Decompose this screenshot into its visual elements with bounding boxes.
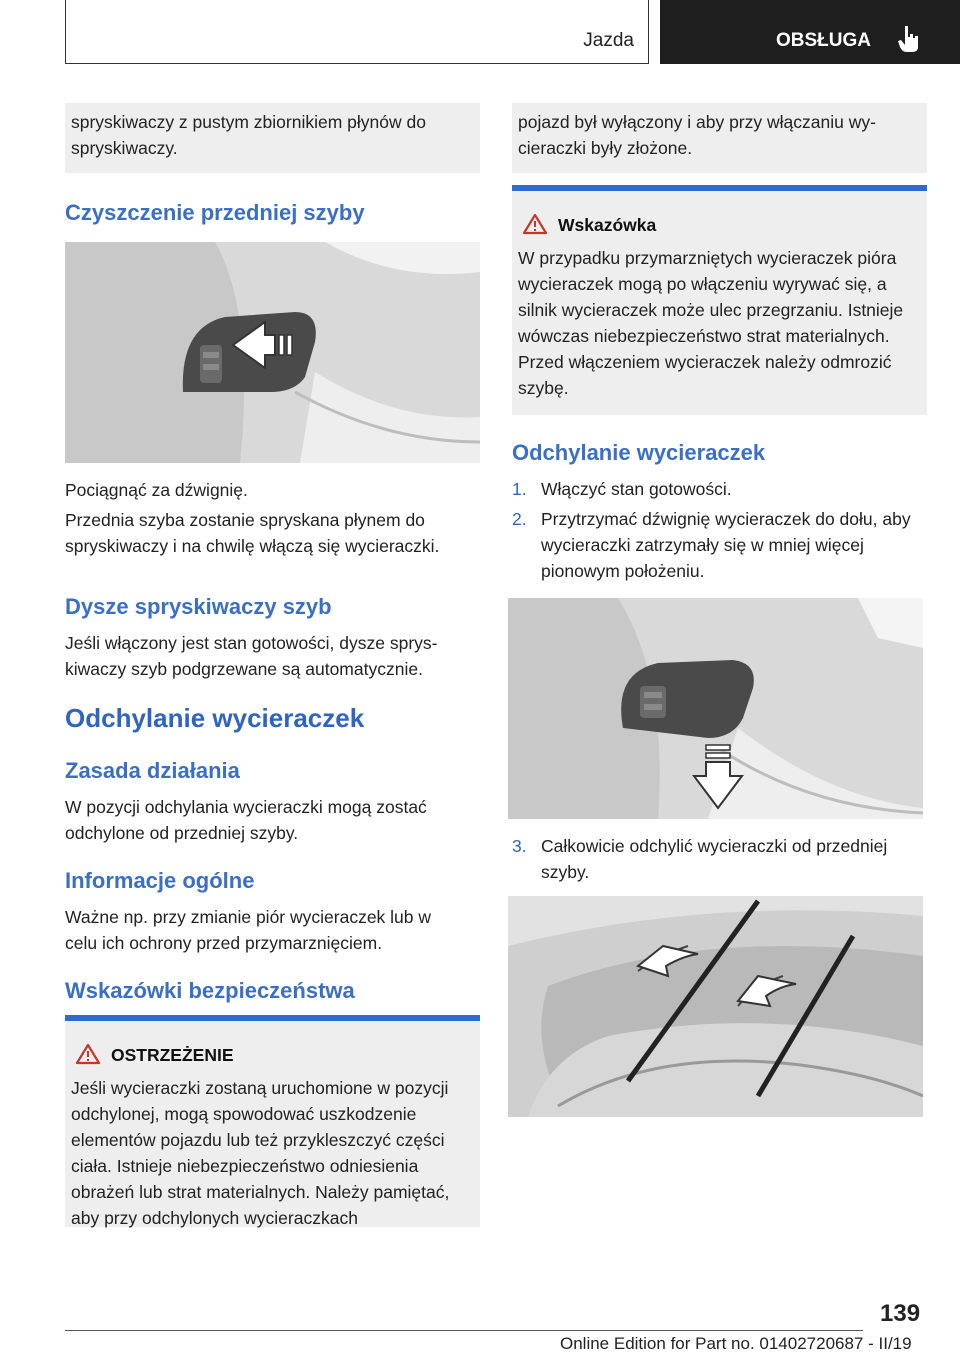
- step-number: 3.: [512, 836, 527, 856]
- note-text: W przypadku przymarzniętych wycieraczek pióra wycieraczek mogą po włączeniu wyrywać się, a silnik wycieraczek może ulec przegrzaniu. Istnieje wówczas niebezpieczeństwo strat materialnych. Przed włączeniem wycieraczek należy odmrozić szybę.: [518, 248, 904, 398]
- step-text: Przytrzymać dźwignię wycieraczek do dołu, aby wycieraczki zatrzymały się w mniej więcej pionowym położeniu.: [541, 509, 911, 581]
- step-number: 1.: [512, 479, 527, 499]
- para-pull-lever: Pociągnąć za dźwignię.: [65, 480, 248, 500]
- header-chapter-tab: [660, 0, 960, 64]
- warning-triangle-icon: [75, 1043, 101, 1065]
- photo-wiper-lever-down: [508, 598, 923, 819]
- page-number: 139: [880, 1300, 921, 1327]
- heading-safety-notes: Wskazówki bezpieczeństwa: [65, 978, 355, 1003]
- note-title: Wskazówka: [558, 215, 657, 235]
- continuation-text-right: pojazd był wyłączony i aby przy włączaniu wycieraczki były złożone.: [518, 112, 876, 158]
- heading-general-info: Informacje ogólne: [65, 868, 255, 893]
- para-principle: W pozycji odchylania wycieraczki mogą zostać odchylone od przedniej szyby.: [65, 797, 427, 843]
- warning-box: [65, 1021, 480, 1227]
- heading-washer-nozzles: Dysze spryskiwaczy szyb: [65, 594, 332, 619]
- para-windscreen-sprayed: Przednia szyba zostanie spryskana płynem do spryskiwaczy i na chwilę włączą się wycieraczki.: [65, 510, 440, 556]
- photo-wipers-folded-out: [508, 896, 923, 1117]
- continuation-text-left: spryskiwaczy z pustym zbiornikiem płynów do spryskiwaczy.: [71, 112, 426, 158]
- continuation-box-right: [512, 103, 927, 173]
- heading-front-windscreen: Czyszczenie przedniej szyby: [65, 200, 365, 225]
- header-chapter-label: OBSŁUGA: [776, 30, 871, 51]
- header-section-label: Jazda: [583, 30, 634, 51]
- photo-wiper-lever-pull: [65, 242, 480, 463]
- note-box: [512, 191, 927, 415]
- warning-text: Jeśli wycieraczki zostaną uruchomione w pozycji odchylonej, mogą spowodować uszkodzenie elementów pojazdu lub też przykleszczyć części ciała. Istnieje niebezpieczeństwo odniesienia obrażeń lub strat materialnych. Należy pamiętać, aby przy odchylonych wycieraczkach: [71, 1078, 450, 1228]
- step-number: 2.: [512, 509, 527, 529]
- para-general-info: Ważne np. przy zmianie piór wycieraczek lub w celu ich ochrony przed przymarznięciem.: [65, 907, 432, 953]
- warning-triangle-icon: [522, 213, 548, 235]
- footer-edition: Online Edition for Part no. 01402720687 - II/19: [560, 1334, 912, 1353]
- heading-wiper-fold-out: Odchylanie wycieraczek: [65, 703, 365, 733]
- heading-principle: Zasada działania: [65, 758, 240, 783]
- footer-rule: [65, 1330, 863, 1331]
- header-section-tab: [65, 0, 649, 64]
- step-text: Całkowicie odchylić wycieraczki od przedniej szyby.: [541, 836, 888, 882]
- continuation-box-left: [65, 103, 480, 173]
- hand-pointer-icon: [896, 24, 922, 54]
- warning-title: OSTRZEŻENIE: [111, 1045, 234, 1065]
- para-washer-nozzles: Jeśli włączony jest stan gotowości, dysze spryskiwaczy szyb podgrzewane są automatycznie.: [65, 633, 438, 679]
- heading-wiper-fold-out-steps: Odchylanie wycieraczek: [512, 440, 766, 465]
- step-text: Włączyć stan gotowości.: [541, 479, 732, 499]
